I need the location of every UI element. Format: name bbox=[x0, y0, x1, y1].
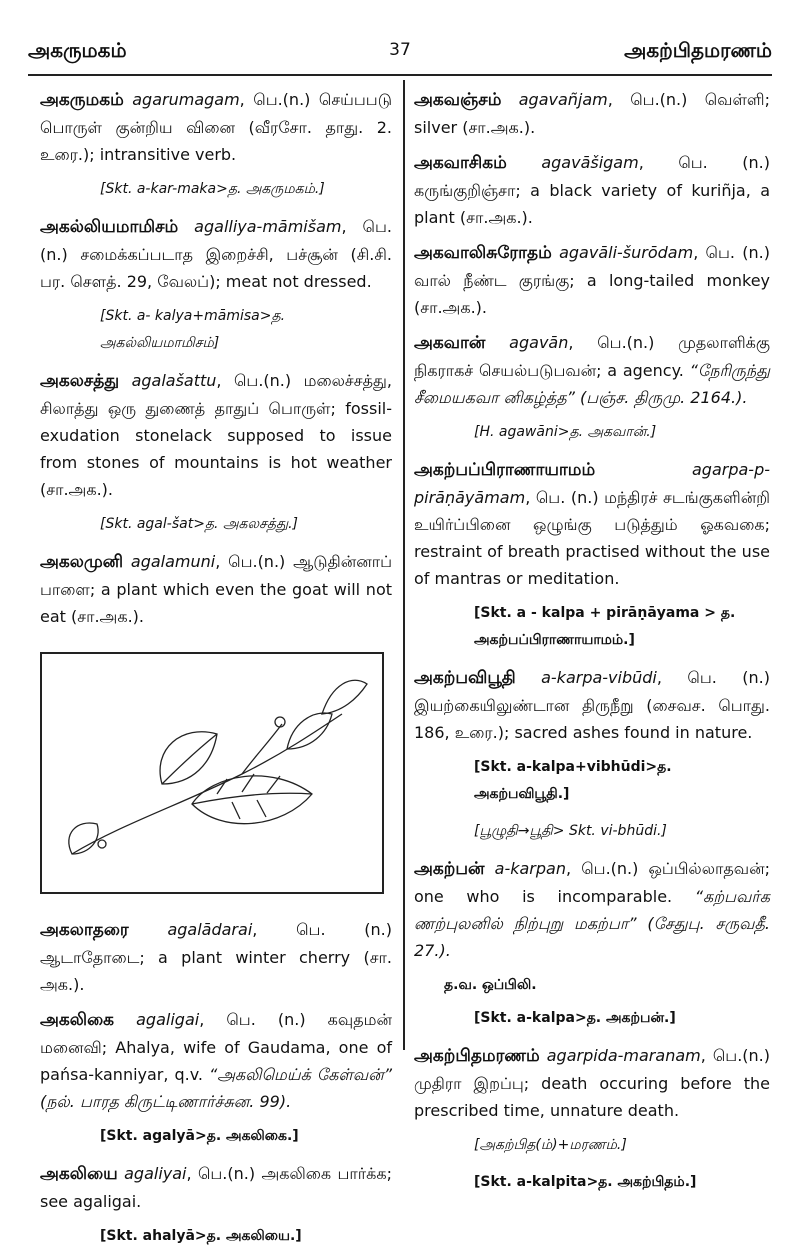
headword: அகற்பிதமரணம் bbox=[414, 1046, 540, 1066]
large-leaf bbox=[192, 776, 312, 824]
transliteration: agarpida-maranam bbox=[546, 1046, 701, 1065]
definition: , பெ.(n.) ஒப்பில்லாதவன்; one who is incomparable. bbox=[414, 859, 770, 906]
transliteration: a-karpa-vibūdi bbox=[541, 668, 657, 687]
entry-agalliyamamisam bbox=[40, 213, 392, 295]
definition: , பெ. (n.) மந்திரச் சடங்குகளின்றி உயிர்ப்பினை ஒழுங்கு படுத்தும் ஓகவகை; restraint of breath practised without the use of mantras or meditation. bbox=[414, 488, 770, 588]
transliteration: agavāšigam bbox=[541, 153, 639, 172]
definition: , பெ.(n.) முதலாளிக்கு நிகராகச் செயல்படுபவன்; a agency. bbox=[414, 333, 770, 380]
etymology: [Skt. a - kalpa + pirāṇāyama > த. அகற்பப்பிராணாயாமம்.] bbox=[474, 605, 736, 648]
left-guide-word: அகருமகம் bbox=[28, 38, 127, 62]
etymology-secondary: [Skt. a-kalpita>த. அகற்பிதம்.] bbox=[474, 1174, 697, 1190]
citation: (சேதுபு. சருவதீ. 27.). bbox=[414, 914, 770, 960]
headword: அகல்லியமாமிசம் bbox=[40, 217, 179, 237]
page-number: 37 bbox=[389, 40, 411, 60]
definition: , பெ. (n.) கருங்குறிஞ்சா; a black variety of kuriñja, a plant (சா.அக.). bbox=[414, 153, 770, 227]
etymology: [Skt. agalyā>த. அகலிகை.] bbox=[100, 1128, 299, 1144]
entry-agavanjam bbox=[414, 86, 770, 141]
entry-agaligai bbox=[40, 1006, 392, 1115]
headword: அகற்பப்பிராணாயாமம் bbox=[414, 460, 596, 480]
definition: , பெ.(n.) மலைச்சத்து, சிலாத்து ஒரு துணைத் தாதுப் பொருள்; fossil-exudation stonelack supposed to issue from stones of mountains is hot weather (சா.அக.). bbox=[40, 371, 392, 499]
etymology: [H. agawāni>த. அகவான்.] bbox=[474, 424, 657, 440]
right-column bbox=[414, 86, 770, 1206]
column-divider bbox=[403, 80, 405, 1050]
citation: (பஞ்ச. திருமு. 2164.). bbox=[574, 388, 748, 407]
usage-note: த.வ. ஒப்பிலி. bbox=[444, 977, 537, 993]
headword: அகலசத்து bbox=[40, 371, 120, 391]
transliteration: agalamuni bbox=[130, 552, 216, 571]
entry-agaliyai bbox=[40, 1160, 392, 1215]
left-column bbox=[40, 86, 392, 1260]
entry-agalasattu bbox=[40, 367, 392, 503]
entry-agaladarai bbox=[40, 916, 392, 998]
headword: அகற்பவிபூதி bbox=[414, 668, 516, 688]
etymology: [Skt. a-kalpa>த. அகற்பன்.] bbox=[474, 1010, 676, 1026]
definition: , பெ. (n.) ஆடாதோடை; a plant winter cherry (சா. அக.). bbox=[40, 920, 392, 994]
definition: , பெ.(n.) வெள்ளி; silver (சா.அக.). bbox=[414, 90, 770, 137]
etymology: [Skt. a-kalpa+vibhūdi>த. அகற்பவிபூதி.] bbox=[474, 759, 672, 802]
header-rule bbox=[28, 74, 772, 76]
small-leaf bbox=[69, 823, 98, 854]
definition: , பெ.(n.) ஆடுதின்னாப் பாளை; a plant which even the goat will not eat (சா.அக.). bbox=[40, 552, 392, 626]
definition: , பெ. (n.) வால் நீண்ட குரங்கு; a long-tailed monkey (சா.அக.). bbox=[414, 243, 770, 317]
quotation: “நேரிருந்து சீமையகவா னிகழ்த்த” bbox=[414, 361, 770, 407]
headword: அகவாலிசுரோதம் bbox=[414, 243, 552, 263]
transliteration: agaliyai bbox=[124, 1164, 187, 1183]
definition: , பெ. (n.) இயற்கையிலுண்டான திருநீறு (சைவச. பொது. 186, உரை.); sacred ashes found in nature. bbox=[414, 668, 770, 742]
transliteration: agalašattu bbox=[131, 371, 217, 390]
right-guide-word: அகற்பிதமரணம் bbox=[624, 38, 772, 62]
entry-agarumagam bbox=[40, 86, 392, 168]
entry-akarpavibudi bbox=[414, 664, 770, 746]
transliteration: agalādarai bbox=[167, 920, 253, 939]
entry-agarpidamaranam bbox=[414, 1042, 770, 1124]
transliteration: agarumagam bbox=[132, 90, 240, 109]
entry-agalamuni bbox=[40, 548, 392, 630]
headword: அகலமுனி bbox=[40, 552, 124, 572]
entry-agavasigam bbox=[414, 149, 770, 231]
transliteration: agavāli-šurōdam bbox=[559, 243, 694, 262]
headword: அகலியை bbox=[40, 1164, 118, 1184]
transliteration: agalliya-māmišam bbox=[194, 217, 342, 236]
headword: அகவான் bbox=[414, 333, 486, 353]
etymology: [அகற்பித(ம்)+மரணம்.] bbox=[474, 1137, 627, 1153]
headword: அகவஞ்சம் bbox=[414, 90, 502, 110]
etymology: [Skt. a-kar-maka>த. அகருமகம்.] bbox=[100, 181, 325, 197]
definition: , பெ.(n.) அகலிகை பார்க்க; see agaligai. bbox=[40, 1164, 393, 1211]
transliteration: agaligai bbox=[136, 1010, 200, 1029]
quotation: “அகலிமெய்க் கேள்வன்” bbox=[208, 1065, 392, 1084]
headword: அகருமகம் bbox=[40, 90, 124, 110]
etymology: [Skt. agal-šat>த. அகலசத்து.] bbox=[100, 516, 299, 532]
entry-akarpan bbox=[414, 855, 770, 964]
leaf-drawing bbox=[42, 654, 382, 892]
headword: அகலாதரை bbox=[40, 920, 129, 940]
definition: , பெ. (n.) கவுதமன் மனைவி; Ahalya, wife of Gaudama, one of pańsa-kanniyar, q.v. bbox=[40, 1010, 392, 1084]
transliteration: agarpa-p-pirāṇāyāmam bbox=[414, 460, 770, 507]
definition: , பெ.(n.) முதிரா இறப்பு; death occuring before the prescribed time, unnature death. bbox=[414, 1046, 770, 1120]
entry-agavalisurodam bbox=[414, 239, 770, 321]
citation: (நல். பாரத கிருட்டிணார்ச்சுன. 99). bbox=[40, 1092, 292, 1111]
transliteration: a-karpan bbox=[494, 859, 566, 878]
entry-agavan bbox=[414, 329, 770, 411]
entry-agarpappiranayamam bbox=[414, 456, 770, 592]
headword: அகலிகை bbox=[40, 1010, 115, 1030]
etymology: [Skt. ahalyā>த. அகலியை.] bbox=[100, 1228, 302, 1244]
plant-illustration bbox=[40, 652, 384, 894]
definition: , பெ.(n.) செய்பபடு பொருள் குன்றிய வினை (வீரசோ. தாது. 2. உரை.); intransitive verb. bbox=[40, 90, 392, 164]
page-header bbox=[28, 34, 772, 74]
headword: அகற்பன் bbox=[414, 859, 485, 879]
etymology: [Skt. a- kalya+māmisa>த. அகல்லியமாமிசம்] bbox=[100, 308, 286, 351]
headword: அகவாசிகம் bbox=[414, 153, 507, 173]
transliteration: agavān bbox=[509, 333, 569, 352]
etymology-secondary: [பூழுதி→பூதி> Skt. vi-bhūdi.] bbox=[474, 823, 667, 839]
transliteration: agavañjam bbox=[518, 90, 608, 109]
definition: , பெ.(n.) சமைக்கப்படாத இறைச்சி, பச்சூன் (சி.சி. பர. சௌத். 29, வேலப்); meat not dressed. bbox=[40, 217, 392, 291]
stem bbox=[72, 714, 342, 854]
quotation: “கற்பவர்க ணற்புலனில் நிற்புறு மகற்பா” bbox=[414, 887, 770, 933]
